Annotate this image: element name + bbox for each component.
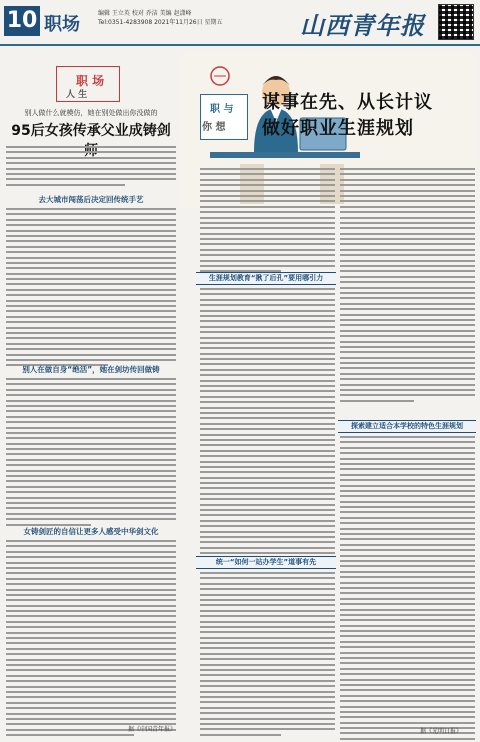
feature-title-line2: 做好职业生涯规划: [262, 118, 414, 139]
story-body-4: [6, 540, 176, 739]
story-subhead-3: 女铸剑匠的自信让更多人感受中华剑文化: [23, 527, 159, 536]
story-headline: 95后女孩传承父业成铸剑: [11, 123, 171, 139]
feature-section-head-3: 探索建立适合本学校的特色生涯规划: [338, 420, 476, 433]
story-body-2: [6, 208, 176, 370]
feature-intro-col2: [340, 168, 475, 405]
left-story: [6, 52, 176, 732]
story-deck: 别人做什么就模仿，她在别处做出你没做的: [24, 109, 158, 117]
story-body-3: [6, 378, 176, 529]
page-number: 10: [4, 6, 40, 36]
meta-editors: 编辑 王立英 校对 乔洁 美编 赵潇峰: [98, 10, 192, 17]
feature-section-head-2: 统一“如何一站办学生”道事有先: [196, 556, 336, 569]
story-subhead-1: 去大城市闯荡后决定回传统手艺: [38, 195, 144, 204]
story-subhead-2: 别人在做自身“绝活”，她在剑坊传回做铸: [22, 365, 160, 374]
kicker-top: 职 场: [76, 74, 105, 88]
page-meta: [98, 9, 223, 27]
feature-tag-top: 职 与: [210, 104, 234, 115]
section-name: 职场: [44, 14, 80, 35]
feature-section-head-1: 生涯规划教育“揪了后孔”要用哪引力: [196, 272, 336, 285]
feature-body-col1: [200, 288, 335, 568]
feature-body-col2: [340, 436, 475, 742]
left-source-note: 据《中国青年报》: [127, 726, 176, 733]
qr-code-icon: [438, 4, 474, 40]
feature-source-note: 据《光明日报》: [420, 728, 463, 735]
feature-tag-bottom: 你 想: [202, 122, 226, 133]
feature-title-line1: 谋事在先、从长计议: [262, 92, 433, 113]
feature-body-col1b: [200, 572, 335, 739]
paper-name: 山西青年报: [300, 11, 425, 40]
meta-date: Tel:0351-4283908 2021年11月26日 星期五: [98, 19, 223, 26]
feature-intro-col1: [200, 168, 335, 276]
kicker-bottom: 人 生: [66, 90, 88, 100]
story-body-1: [6, 146, 176, 189]
masthead: [0, 0, 480, 46]
